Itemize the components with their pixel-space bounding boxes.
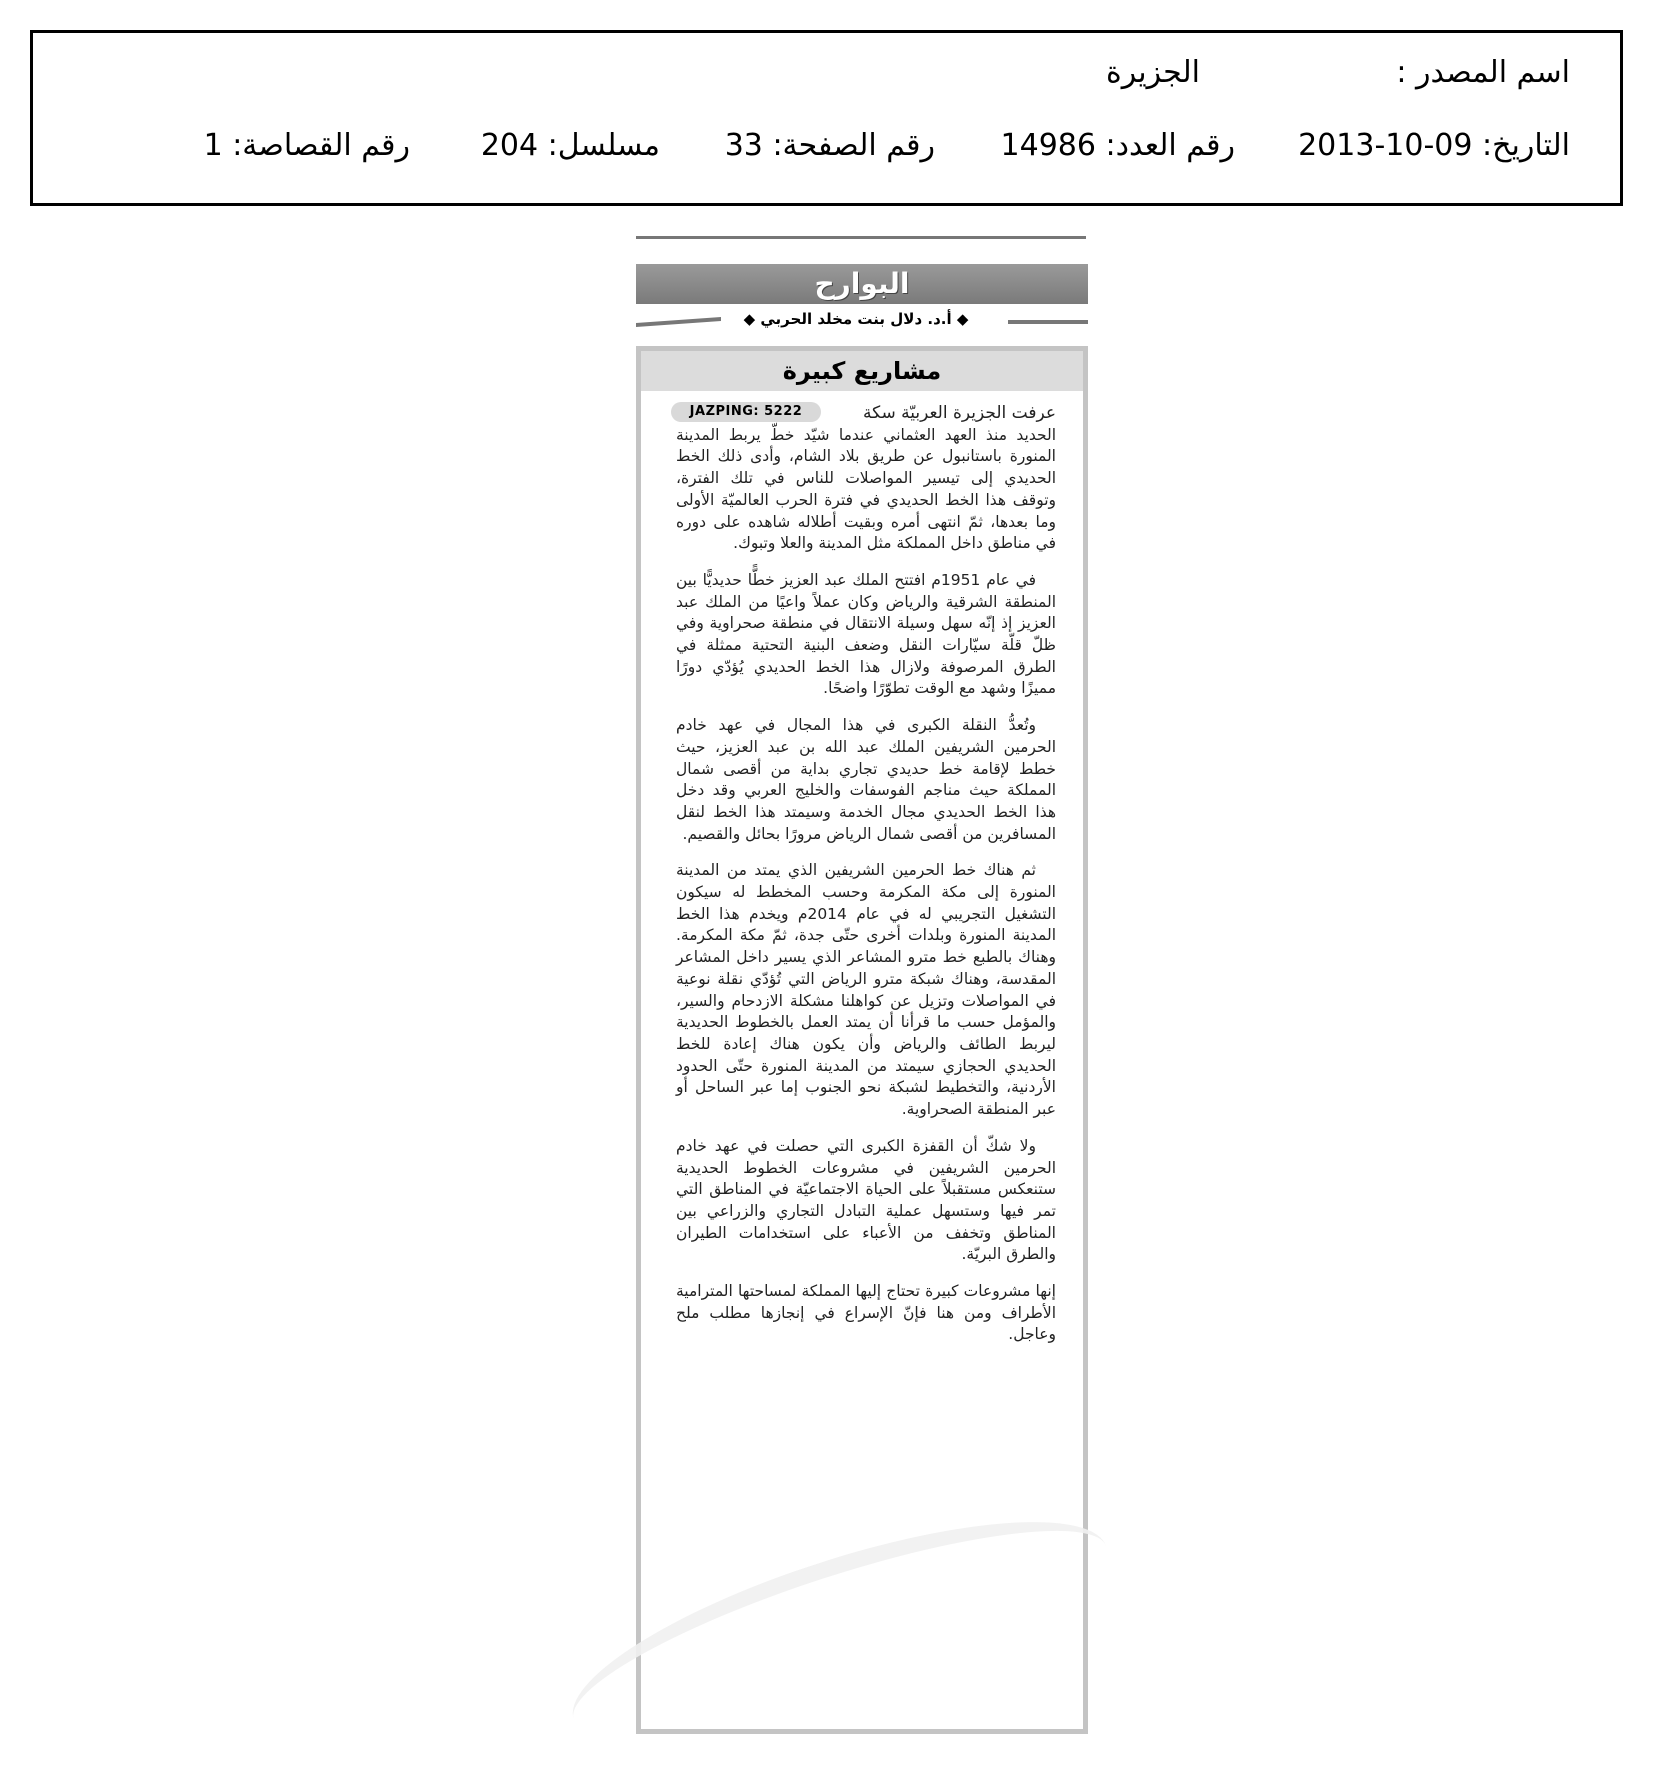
- paragraph: ولا شكّ أن القفزة الكبرى التي حصلت في عهد خادم الحرمين الشريفين في مشروعات الخطوط الحديدية ستنعكس مستقبلاً على الحياة الاجتماعيّة في المناطق التي تمر فيها وستسهل عملية التبادل التجاري والزراعي بين المناطق وتخفف من الأعباء على استخدامات الطيران والطرق البريّة.: [676, 1136, 1056, 1264]
- serial-field: مسلسل: 204: [480, 128, 660, 163]
- clip-number-field: رقم القصاصة: 1: [203, 128, 410, 163]
- paragraph: الحديد منذ العهد العثماني عندما شيّد خطّ يربط المدينة المنورة باستانبول عن طريق بلاد الشام، وأدى ذلك الخط الحديدي إلى تيسير المواصلات للناس في تلك الفترة، وتوقف هذا الخط الحديدي في فترة الحرب العالميّة الأولى وما بعدها، ثمّ انتهى أمره وبقيت أطلاله شاهده على دوره في مناطق داخل المملكة مثل المدينة والعلا وتبوك.: [676, 425, 1056, 553]
- byline-rule-left: [636, 317, 721, 327]
- author-byline: [731, 310, 981, 328]
- clipping-metadata-box: [30, 30, 1623, 206]
- paragraph: ثم هناك خط الحرمين الشريفين الذي يمتد من المدينة المنورة إلى مكة المكرمة وحسب المخطط له سيكون التشغيل التجريبي له في عام 2014م ويخدم هذا الخط المدينة المنورة وبلدات أخرى حتّى جدة، ثمّ مكة المكرمة. وهناك بالطبع خط مترو المشاعر الذي يسير داخل المشاعر المقدسة، وهناك شبكة مترو الرياض التي تُؤدّي نقلة نوعية في المواصلات وتزيل عن كواهلنا مشكلة الازدحام والسير، والمؤمل حسب ما قرأنا أن يمتد العمل بالخطوط الحديدية ليربط الطائف والرياض وأن يكون هناك إعادة للخط الحديدي الحجازي سيمتد من المدينة المنورة حتّى الحدود الأردنية، والتخطيط لشبكة نحو الجنوب إما عبر الساحل أو عبر المنطقة الصحراوية.: [676, 861, 1057, 1119]
- paragraph: في عام 1951م افتتح الملك عبد العزيز خطًّا حديديًّا بين المنطقة الشرقية والرياض وكان عملاً واعيًا من الملك عبد العزيز إذ إنّه سهل وسيلة الانتقال في منطقة صحراوية وفي ظلّ قلّة سيّارات النقل وضعف البنية التحتية ممثلة في الطرق المرصوفة ولازال هذا الخط الحديدي يُؤدّي دورًا مميزًا وشهد مع الوقت تطوّرًا واضحًا.: [676, 570, 1056, 698]
- article-headline: مشاريع كبيرة: [782, 357, 942, 385]
- source-row: [80, 53, 1570, 93]
- date-field: التاريخ: 09-10-2013: [1298, 128, 1570, 163]
- column-masthead: [636, 264, 1088, 304]
- page-field: رقم الصفحة: 33: [724, 128, 935, 163]
- top-rule: [636, 236, 1086, 239]
- byline-row: [636, 308, 1088, 338]
- details-row: [80, 126, 1570, 166]
- article-body: [676, 403, 1056, 1361]
- issue-field: رقم العدد: 14986: [1000, 128, 1235, 163]
- diamond-icon: ◆: [743, 310, 761, 328]
- article-lead: عرفت الجزيرة العربيّة سكة: [862, 403, 1056, 423]
- source-label: اسم المصدر :: [1396, 55, 1570, 90]
- archive-code-badge: JAZPING: 5222: [671, 402, 821, 422]
- headline-band: [641, 351, 1083, 391]
- newspaper-clipping: [636, 234, 1088, 1734]
- byline-rule-right: [1008, 320, 1088, 324]
- diamond-icon: ◆: [951, 310, 969, 328]
- author-name: أ.د. دلال بنت مخلد الحربي: [760, 310, 952, 328]
- paragraph: وتُعدُّ النقلة الكبرى في هذا المجال في عهد خادم الحرمين الشريفين الملك عبد الله بن عبد العزيز، حيث خطط لإقامة خط حديدي تجاري بداية من أقصى شمال المملكة حيث مناجم الفوسفات والخليج العربي وقد دخل هذا الخط الحديدي مجال الخدمة وسيمتد هذا الخط لنقل المسافرين من أقصى شمال الرياض مرورًا بحائل والقصيم.: [676, 716, 1056, 843]
- column-title: البوارح: [814, 267, 910, 300]
- paragraph: إنها مشروعات كبيرة تحتاج إليها المملكة لمساحتها المترامية الأطراف ومن هنا فإنّ الإسراع في إنجازها مطلب ملح وعاجل.: [676, 1282, 1056, 1344]
- source-value: الجزيرة: [1105, 55, 1200, 90]
